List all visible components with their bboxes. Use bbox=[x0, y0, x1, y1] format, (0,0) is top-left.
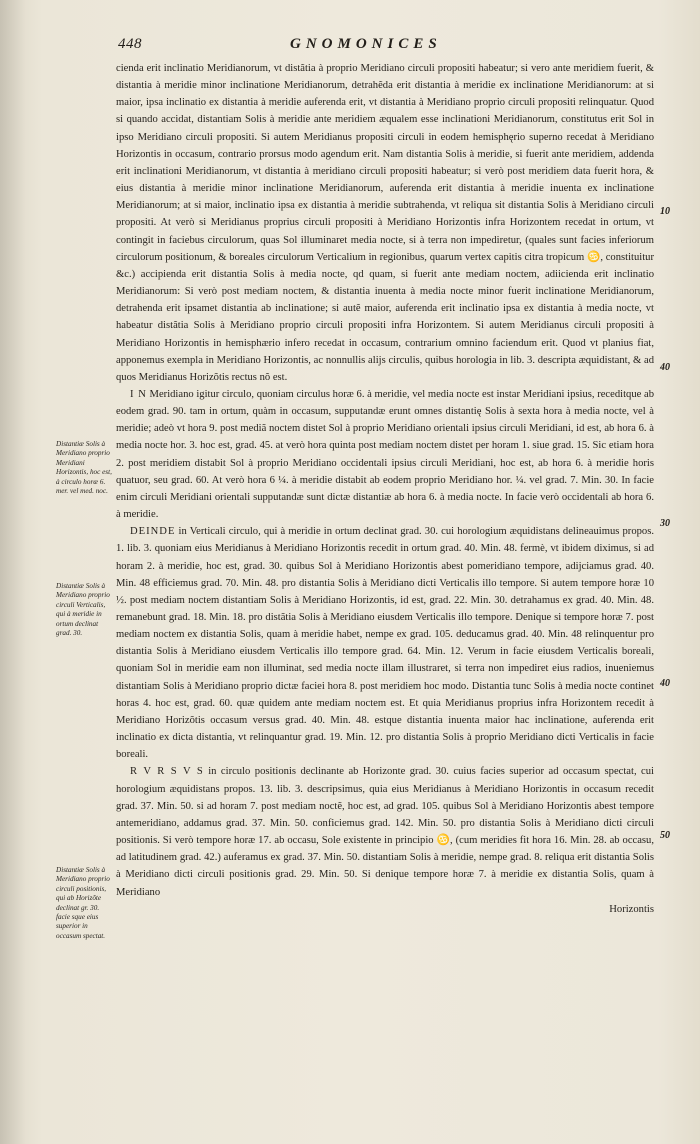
page-number: 448 bbox=[118, 36, 142, 52]
catchword-line bbox=[116, 901, 654, 918]
main-text-block bbox=[116, 60, 654, 918]
paragraph-lead: R V R S V S bbox=[130, 766, 204, 778]
sidenote: Distantiæ Solis à Meridiano proprio circuli positionis, qui ab Horizõte declinat gr. 30. facie sque eius superior in occasum spectat. bbox=[56, 866, 110, 940]
line-number: 30 bbox=[660, 518, 670, 529]
running-head bbox=[118, 36, 658, 56]
line-number: 50 bbox=[660, 830, 670, 841]
line-number: 40 bbox=[660, 678, 670, 689]
paragraph-text: in Verticali circulo, qui à meridie in ortum declinat grad. 30. cui horologium æquidistans delineauimus propos. 1. lib. 3. quoniam eius Meridianus à Meridiano Horizontis recedit in ortum grad. 40. Min. 48. fermè, vt ibidem diximus, si ad horam 2. à meridie, hoc est, grad. 30. quibus Sol à Meridiano Horizontis abest pomeridiano tempore, adijciamus grad. 40. Min. 48 efficiemus grad. 70. Min. 48. pro distantia Solis à Meridiano dicti Verticalis illo tempore. Si autem tempore horæ 10 ½. post mediam noctem distantiam Solis à Meridiano Horizontis, id est, grad. 22. Min. 30. detrahamus ex grad. 40. Min. 48. remanebunt grad. 18. Min. 18. pro distãtia Solis à Meridiano eiusdem Verticalis illo tempore. Denique si tempore horæ 7. post mediam noctem ex distantia Solis, quam à meridie habet, nempe ex grad. 105. deducamus grad. 40. Min. 48 relinquentur pro distantia Solis à Meridiano eiusdem Verticalis illo tempore grad. 64. Min. 12. Verum in facie eiusdem Verticalis boreali, quoniam Sol in meridie eam non illuminat, sed media nocte illam illustraret, si terra non impediret eius radios, inueniemus distantiam Solis à Meridiano proprio dictæ faciei hora 8. post meridiem hoc modo. Distantia tunc Solis à media nocte continet horas 4. hoc est, grad. 60. quæ quidem ante mediam noctem est. Et quia Meridianus proprius infra Horizontem recedit à Meridiano Horizõtis occasum versus grad. 40. Min. 48. estque distantia inuenta maior hac inclinatione, auferenda erit inclinatio ex dicta distantia, vt relinquantur grad. 19. Min. 12. pro distantia Solis à proprio Meridiano dicti Verticalis in facie boreali. bbox=[116, 526, 654, 761]
paragraph-lead: I N bbox=[130, 388, 147, 400]
running-title: GNOMONICES bbox=[290, 36, 442, 52]
catchword: Horizontis bbox=[609, 903, 654, 915]
paragraph-text: Meridiano igitur circulo, quoniam circulus horæ 6. à meridie, vel media nocte est instar Meridiani ipsius, receditque ab eodem grad. 90. tam in ortum, quàm in occasum, supputandæ erunt omnes distantię Solis à sexta hora à media nocte, vel à meridie; adeò vt hora 9. post mediã noctem distet Sol à proprio Meridiano orientali ipsius circuli Meridiani, id est, ab hora 6. à media nocte hor. 3. hoc est, grad. 45. at verò hora quinta post mediam noctem distet per horam 1. siue grad. 15. Sic etiam hora 2. post meridiem distabit Sol à proprio Meridiano occidentali ipsius circuli Meridiani, hoc est, ab hora 6. à meridie horis quatuor, seu grad. 60. At verò hora 6 ¼. à meridie distabit ab eodem proprio Meridiano hor. ¼. vel grad. 7. Min. 30. In facie enim circuli Meridiani orientali supputandæ sunt dictæ distantiæ ab hora 6. à media nocte. In facie verò occidentali ab hora 6. à meridie. bbox=[116, 388, 654, 521]
sidenote: Distantiæ Solis à Meridiano proprio Meridiani Horizontis, hoc est, à circulo horæ 6. mer. vel med. noc. bbox=[56, 440, 112, 496]
sidenote: Distantiæ Solis à Meridiano proprio circuli Verticalis, qui à meridie in ortum declinat grad. 30. bbox=[56, 582, 110, 638]
paragraph bbox=[116, 386, 654, 523]
line-number: 40 bbox=[660, 362, 670, 373]
paragraph bbox=[116, 60, 654, 386]
paragraph-text: in circulo positionis declinante ab Horizonte grad. 30. cuius facies superior ad occasum spectat, cui horologium æquidistans propos. 13. lib. 3. descripsimus, quia eius Meridianus à Meridiano Horizontis in occasum recedit grad. 37. Min. 50. si ad horam 7. post mediam noctẽ, hoc est, ad grad. 105. quibus Sol à Meridiano Horizontis abest tempore antemeridiano, addamus grad. 37. Min. 50. conficiemus grad. 142. Min. 50. pro distantia Solis à Meridiano dicti circuli positionis. Si verò tempore horæ 17. ab occasu, Sole existente in principio ♋, (cum meridies fit hora 16. Min. 28. ab occasu, ad latitudinem grad. 42.) auferamus ex grad. 37. Min. 50. distantiam Solis à meridie, nempe grad. 8. reliqua erit distantia Solis à Meridiano dicti circuli positionis grad. 29. Min. 50. Si denique tempore horæ 7. à meridie ex distantia Solis, quam à Meridiano bbox=[116, 766, 654, 898]
binding-shadow bbox=[0, 0, 26, 1144]
paragraph bbox=[116, 523, 654, 763]
paragraph bbox=[116, 763, 654, 900]
paragraph-text: cienda erit inclinatio Meridianorum, vt distãtia à proprio Meridiano circuli propositi habeatur; si vero ante meridiem fuerit, & distantia à meridie minor inclinatione Meridianorum, detrahẽda erit distantia à meridie ex inclinatione Meridianorum: at si maior, ipsa inclinatio ex distantia à meridie auferenda erit, vt distantia à Meridiano proprio circuli propositi relinquatur. Quod si quando accidat, distantiam Solis à meridie ante meridiem æqualem esse inclinationi Meridianorum, constitutus erit Sol in ipso Meridiano circuli propositi. Si autem Meridianus propositi circuli in eodem hemisphęrio superno recedat à Meridiano Horizontis in occasum, contrario prorsus modo agendum erit. Nam distantia Solis à meridie, si fuerit ante meridiem, addenda erit inclinationi Meridianorum, vt distantia à meridiano circuli propositi habeatur; si verò post meridiem data fuerit hora, & eius distantia à meridie minor inclinatione Meridianorum, auferenda erit distantia à meridie inuenta ex inclinatione Meridianorum; at si maior, inclinatio ipsa ex distantia à meridie subtrahenda, vt reliqua sit distantia Solis à Meridiano circuli propositi. At verò si Meridianus proprius circuli propositi à Meridiano Horizontis infra Horizontem recedat in ortum, vt contingit in faciebus circulorum, quas Sol illuminaret media nocte, si à terra non impediretur, (quales sunt facies inferiorum circulorum positionum, & boreales circulorum Verticalium in regionibus, quarum vertex capitis citra tropicum ♋, constituitur &c.) accipienda erit distantia Solis à media nocte, qd quam, si fuerit ante mediam noctem, adiicienda erit inclinatio Meridianorum: Si verò post mediam noctem, & distantia inuenta à media nocte minor fuerit inclinatione Meridianorum, detrahenda erit ipsamet distantia ab inclinatione; si autẽ maior, auferenda erit inclinatio ipsa ex distantia à media nocte, vt habeatur distãtia Solis à Meridiano proprio circuli propositi infra Horizontem. Si autem Meridianus circuli propositi à Meridiano Horizontis in hemisphærio infero recedat in occasum, contrarium omnino faciendum erit. Quod vt planius fiat, apponemus exempla in Meridiano Horizontis, ac nonnullis alijs circulis, quibus horologia in lib. 3. descripta æquidistant, & ad quos Meridianus Horizõtis rectus nõ est. bbox=[116, 63, 654, 383]
line-number: 10 bbox=[660, 206, 670, 217]
paragraph-lead: DEINDE bbox=[130, 526, 176, 538]
